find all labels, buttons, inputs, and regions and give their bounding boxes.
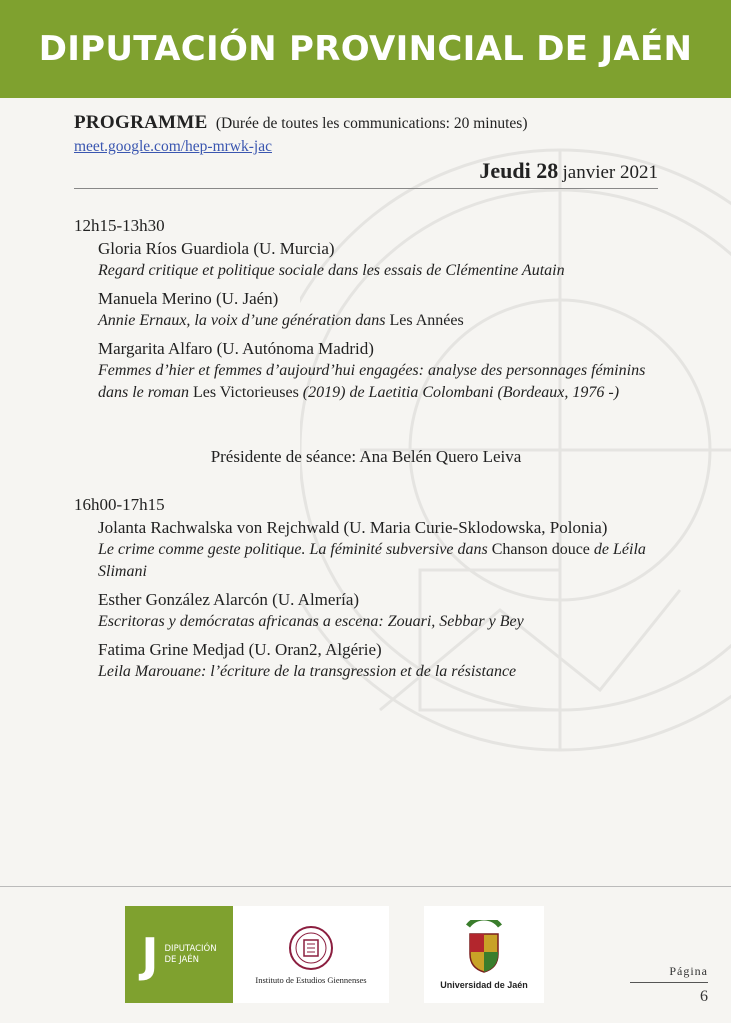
header-title: DIPUTACIÓN PROVINCIAL DE JAÉN (38, 29, 693, 69)
speaker-name: Esther González Alarcón (U. Almería) (98, 590, 360, 609)
diputacion-logo-line2: DE JAÉN (164, 954, 200, 965)
iee-logo-caption: Instituto de Estudios Giennenses (255, 974, 367, 985)
diputacion-logo-line1: DIPUTACIÓN (164, 943, 217, 954)
session-time: 12h15-13h30 (74, 216, 165, 235)
meet-link[interactable]: meet.google.com/hep-mrwk-jac (74, 138, 272, 155)
uja-crest-icon (460, 920, 508, 976)
programme-note: (Durée de toutes les communications: 20 minutes) (215, 115, 528, 132)
list-item (98, 639, 658, 683)
list-item (98, 517, 658, 583)
footer-divider (0, 886, 731, 887)
speaker-name: Fatima Grine Medjad (U. Oran2, Algérie) (98, 640, 382, 659)
talk-title: Leila Marouane: l’écriture de la transgression et de la résistance (98, 663, 517, 680)
talk-title-part: Annie Ernaux, la voix d’une génération dans (98, 312, 386, 329)
programme-label: PROGRAMME (74, 112, 208, 133)
diputacion-logo-text (165, 944, 217, 966)
list-item (98, 589, 658, 633)
session-1 (74, 215, 658, 404)
session-2 (74, 494, 658, 683)
page-header (0, 0, 731, 98)
talk-title (98, 310, 658, 332)
page-label: Página (630, 964, 708, 983)
talk-title: Regard critique et politique sociale dans les essais de Clémentine Autain (98, 262, 565, 279)
speaker-name: Gloria Ríos Guardiola (U. Murcia) (98, 239, 335, 258)
session-president: Présidente de séance: Ana Belén Quero Leiva (210, 447, 522, 466)
date-heading (74, 160, 658, 189)
book-title: Les Victorieuses (192, 384, 299, 401)
uja-logo-caption: Universidad de Jaén (440, 979, 528, 990)
page-number: 6 (700, 988, 708, 1005)
talk-title (98, 360, 658, 404)
speaker-name: Jolanta Rachwalska von Rejchwald (U. Maria Curie-Sklodowska, Polonia) (98, 518, 608, 537)
programme-content (74, 112, 658, 683)
speaker-name: Manuela Merino (U. Jaén) (98, 289, 279, 308)
talk-title-part: Le crime comme geste politique. La féminité subversive dans (98, 541, 488, 558)
list-item (98, 238, 658, 282)
iee-seal-icon (288, 925, 334, 971)
date-month-year: janvier 2021 (562, 162, 658, 183)
talk-title-part: Femmes d’hier et femmes d’aujourd’hui engagées: analyse des personnages féminins dans le roman (98, 362, 646, 401)
talk-title-part: (2019) de Laetitia Colombani (Bordeaux, 1976 -) (302, 384, 620, 401)
diputacion-j-icon: J (141, 927, 159, 982)
programme-heading (74, 112, 658, 135)
iee-logo (233, 906, 389, 1003)
talk-title: Escritoras y demócratas africanas a escena: Zouari, Sebbar y Bey (98, 613, 524, 630)
talk-title (98, 539, 658, 583)
session-time: 16h00-17h15 (74, 495, 165, 514)
book-title: Les Années (389, 312, 464, 329)
diputacion-logo (125, 906, 233, 1003)
list-item (98, 288, 658, 332)
uja-logo (424, 906, 544, 1003)
talk-title-part: de Léila Slimani (98, 541, 646, 580)
date-day: Jeudi 28 (479, 158, 559, 183)
book-title: Chanson douce (491, 541, 590, 558)
list-item (98, 338, 658, 404)
speaker-name: Margarita Alfaro (U. Autónoma Madrid) (98, 339, 374, 358)
